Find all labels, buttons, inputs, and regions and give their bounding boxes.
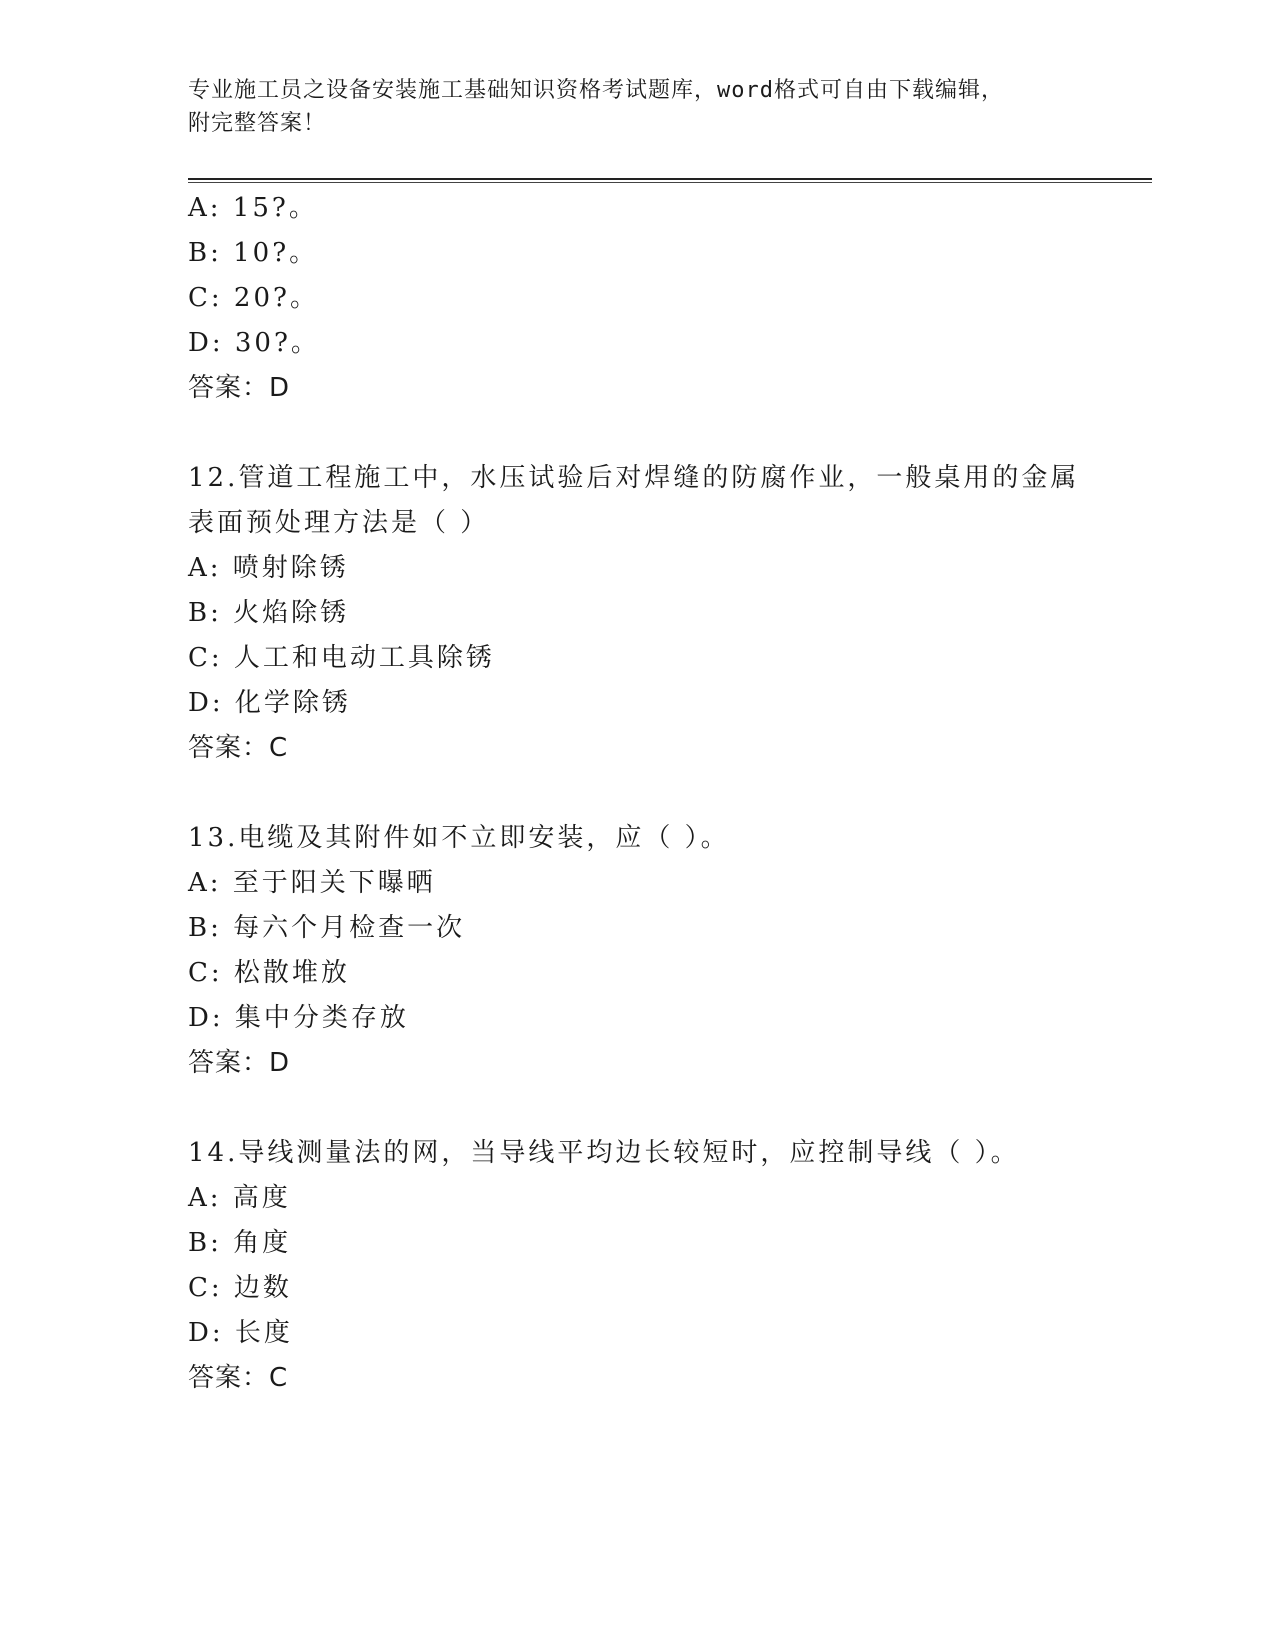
q14-option-a: A: 高度	[188, 1183, 291, 1213]
q12-option-c: C: 人工和电动工具除锈	[188, 643, 495, 673]
q13-option-a: A: 至于阳关下曝晒	[188, 868, 436, 898]
document-header	[188, 74, 1088, 140]
q12-answer: 答案：C	[188, 733, 289, 763]
q11-answer: 答案：D	[188, 373, 291, 403]
q14-option-b: B: 角度	[188, 1228, 292, 1258]
header-rule-bottom	[188, 182, 1152, 183]
header-line-1: 专业施工员之设备安装施工基础知识资格考试题库，word格式可自由下载编辑，	[188, 78, 1004, 103]
q13-stem: 13.电缆及其附件如不立即安装，应（ ）。	[188, 823, 730, 853]
q13-option-d: D: 集中分类存放	[188, 1003, 409, 1033]
q13-option-c: C: 松散堆放	[188, 958, 350, 988]
q12-option-b: B: 火焰除锈	[188, 598, 350, 628]
q11-option-c: C: 20?。	[188, 283, 319, 313]
q14-stem: 14.导线测量法的网，当导线平均边长较短时，应控制导线（ ）。	[188, 1138, 1020, 1168]
header-line-2: 附完整答案！	[188, 111, 327, 136]
q12-option-d: D: 化学除锈	[188, 688, 351, 718]
q11-option-b: B: 10?。	[188, 238, 319, 268]
q12-stem-line-2: 表面预处理方法是（ ）	[188, 508, 490, 538]
q14-option-c: C: 边数	[188, 1273, 292, 1303]
q12-option-a: A: 喷射除锈	[188, 553, 349, 583]
q13-option-b: B: 每六个月检查一次	[188, 913, 466, 943]
q13-answer: 答案：D	[188, 1048, 291, 1078]
q14-answer: 答案：C	[188, 1363, 289, 1393]
q11-option-d: D: 30?。	[188, 328, 320, 358]
q14-option-d: D: 长度	[188, 1318, 293, 1348]
header-rule-top	[188, 178, 1152, 180]
q11-option-a: A: 15?。	[188, 193, 318, 223]
q12-stem-line-1: 12.管道工程施工中，水压试验后对焊缝的防腐作业，一般桌用的金属	[188, 463, 1080, 493]
